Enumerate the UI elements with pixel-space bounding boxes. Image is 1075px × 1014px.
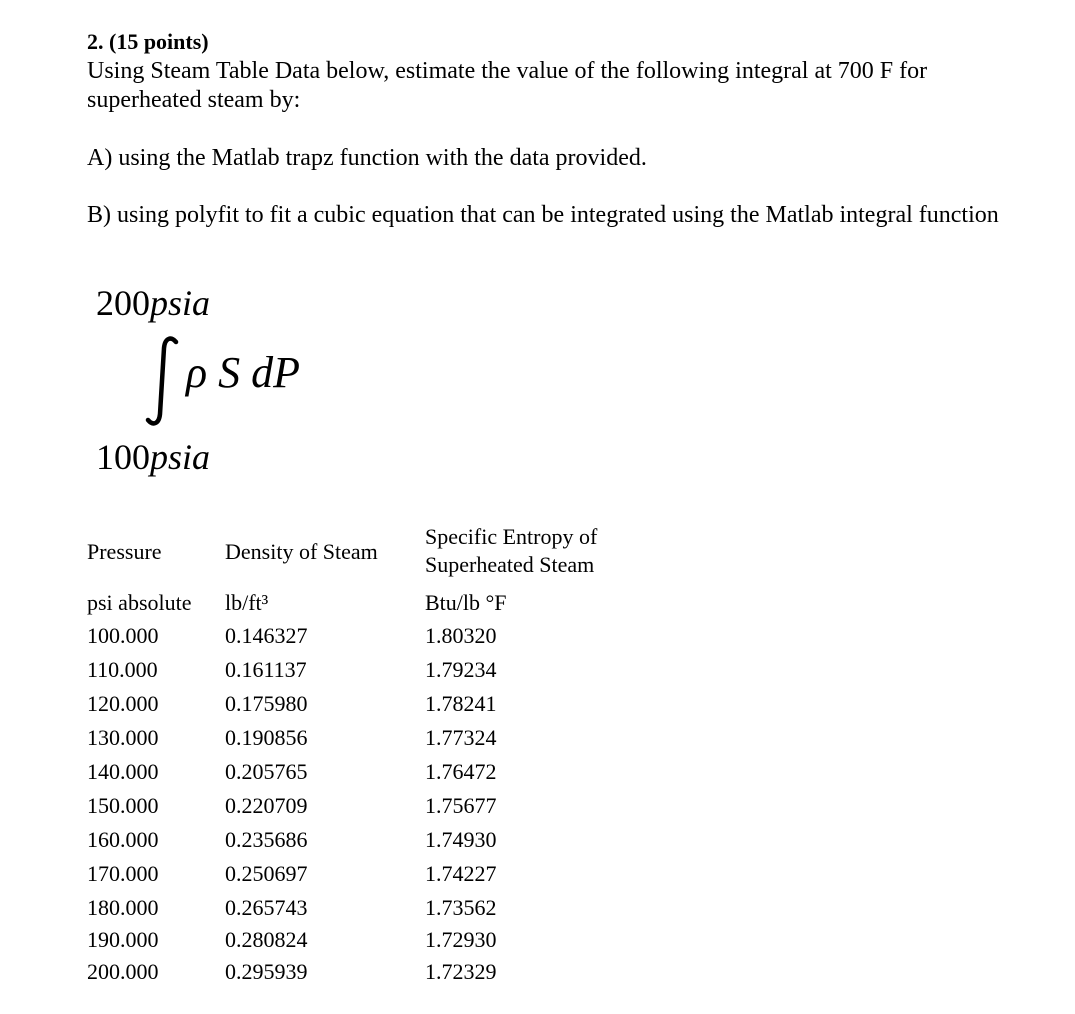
cell-pressure: 180.000	[87, 895, 159, 920]
cell-entropy: 1.77324	[425, 725, 497, 750]
integral-sign-icon	[143, 336, 183, 428]
unit-density: lb/ft³	[225, 590, 269, 615]
cell-density: 0.250697	[225, 861, 308, 886]
cell-pressure: 170.000	[87, 861, 159, 886]
cell-entropy: 1.79234	[425, 657, 497, 682]
integral-upper-limit	[96, 282, 210, 324]
cell-density: 0.175980	[225, 691, 308, 716]
question-intro-line-2: superheated steam by:	[87, 87, 301, 113]
header-entropy: Specific Entropy of Superheated Steam	[425, 524, 598, 577]
upper-limit-value: 200	[96, 283, 150, 323]
cell-pressure: 110.000	[87, 657, 158, 682]
cell-entropy: 1.76472	[425, 759, 497, 784]
cell-pressure: 130.000	[87, 725, 159, 750]
cell-entropy: 1.78241	[425, 691, 497, 716]
cell-pressure: 140.000	[87, 759, 159, 784]
cell-pressure: 190.000	[87, 927, 159, 952]
cell-density: 0.295939	[225, 959, 308, 984]
question-intro-line-1: Using Steam Table Data below, estimate the value of the following integral at 700 F for	[87, 58, 928, 84]
cell-entropy: 1.72930	[425, 927, 497, 952]
integral-lower-limit	[96, 436, 210, 478]
header-density: Density of Steam	[225, 539, 378, 564]
cell-entropy: 1.80320	[425, 623, 497, 648]
cell-pressure: 200.000	[87, 959, 159, 984]
cell-entropy: 1.74227	[425, 861, 497, 886]
question-heading: 2. (15 points)	[87, 29, 209, 54]
cell-density: 0.265743	[225, 895, 308, 920]
lower-limit-value: 100	[96, 437, 150, 477]
cell-density: 0.205765	[225, 759, 308, 784]
cell-entropy: 1.74930	[425, 827, 497, 852]
header-pressure: Pressure	[87, 539, 162, 564]
cell-pressure: 120.000	[87, 691, 159, 716]
cell-pressure: 150.000	[87, 793, 159, 818]
cell-density: 0.235686	[225, 827, 308, 852]
cell-entropy: 1.75677	[425, 793, 497, 818]
unit-pressure: psi absolute	[87, 590, 192, 615]
integrand: ρ S dP	[186, 348, 300, 397]
cell-density: 0.190856	[225, 725, 308, 750]
cell-pressure: 160.000	[87, 827, 159, 852]
cell-entropy: 1.73562	[425, 895, 497, 920]
upper-limit-unit: psia	[150, 283, 211, 323]
cell-density: 0.220709	[225, 793, 308, 818]
cell-entropy: 1.72329	[425, 959, 497, 984]
cell-density: 0.161137	[225, 657, 307, 682]
part-b-text: B) using polyfit to fit a cubic equation that can be integrated using the Matlab integral function	[87, 202, 999, 228]
cell-density: 0.146327	[225, 623, 308, 648]
unit-entropy: Btu/lb °F	[425, 590, 507, 615]
cell-pressure: 100.000	[87, 623, 159, 648]
cell-density: 0.280824	[225, 927, 308, 952]
lower-limit-unit: psia	[150, 437, 211, 477]
part-a-text: A) using the Matlab trapz function with the data provided.	[87, 145, 647, 171]
